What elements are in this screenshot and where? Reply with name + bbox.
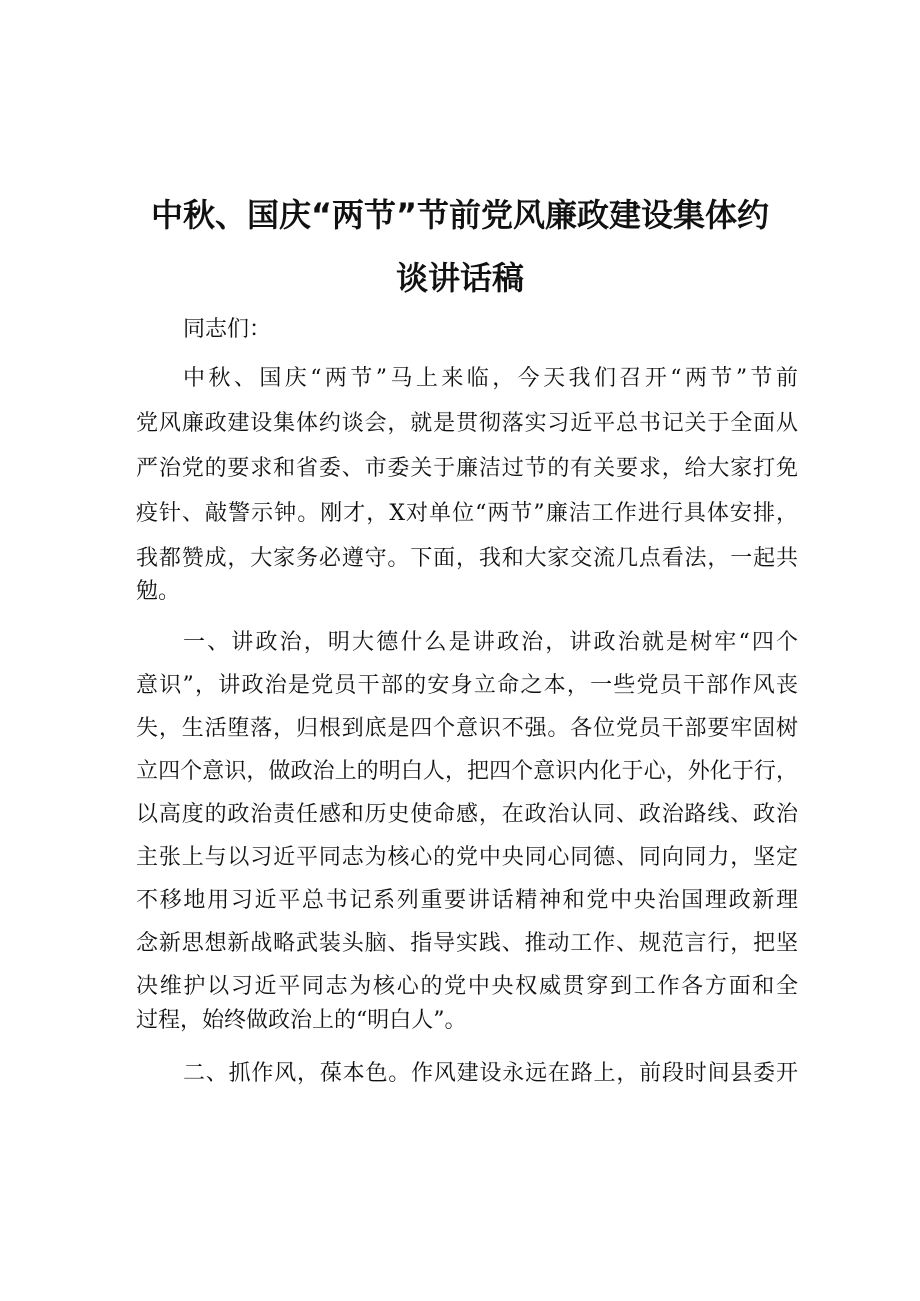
salutation: 同志们： [183,317,272,342]
paragraph-2-line: 主张上与以习近平同志为核心的党中央同心同德、同向同力，坚定 [136,845,798,870]
paragraph-1-line: 严治党的要求和省委、市委关于廉洁过节的有关要求，给大家打免 [136,456,798,481]
paragraph-2-line: 念新思想新战略武装头脑、指导实践、推动工作、规范言行，把坚 [136,931,798,956]
paragraph-2-line: 立四个意识，做政治上的明白人，把四个意识内化于心，外化于行， [136,759,798,784]
paragraph-2-line: 一、讲政治，明大德什么是讲政治，讲政治就是树牢“四个 [183,630,798,655]
paragraph-1-line: 我都赞成，大家务必遵守。下面，我和大家交流几点看法，一起共 [136,546,798,571]
paragraph-1-line: 勉。 [136,579,181,604]
paragraph-2-line: 失，生活堕落，归根到底是四个意识不强。各位党员干部要牢固树 [136,716,798,741]
paragraph-2-line: 决维护以习近平同志为核心的党中央权威贯穿到工作各方面和全 [136,974,798,999]
document-title-line-1: 中秋、国庆“两节”节前党风廉政建设集体约 [150,196,770,234]
paragraph-1-line: 中秋、国庆“两节”马上来临，今天我们召开“两节”节前 [183,366,798,391]
paragraph-2-line: 以高度的政治责任感和历史使命感，在政治认同、政治路线、政治 [136,802,798,827]
paragraph-1-line: 党风廉政建设集体约谈会，就是贯彻落实习近平总书记关于全面从 [136,411,798,436]
document-title-line-2: 谈讲话稿 [395,259,524,297]
paragraph-2-line: 不移地用习近平总书记系列重要讲话精神和党中央治国理政新理 [136,888,798,913]
paragraph-1-line: 疫针、敲警示钟。刚才，X对单位“两节”廉洁工作进行具体安排， [136,501,798,526]
paragraph-2-line: 意识”，讲政治是党员干部的安身立命之本，一些党员干部作风丧 [136,673,798,698]
paragraph-3-line: 二、抓作风，葆本色。作风建设永远在路上，前段时间县委开 [183,1061,798,1086]
paragraph-2-line: 过程，始终做政治上的“明白人”。 [136,1008,467,1033]
